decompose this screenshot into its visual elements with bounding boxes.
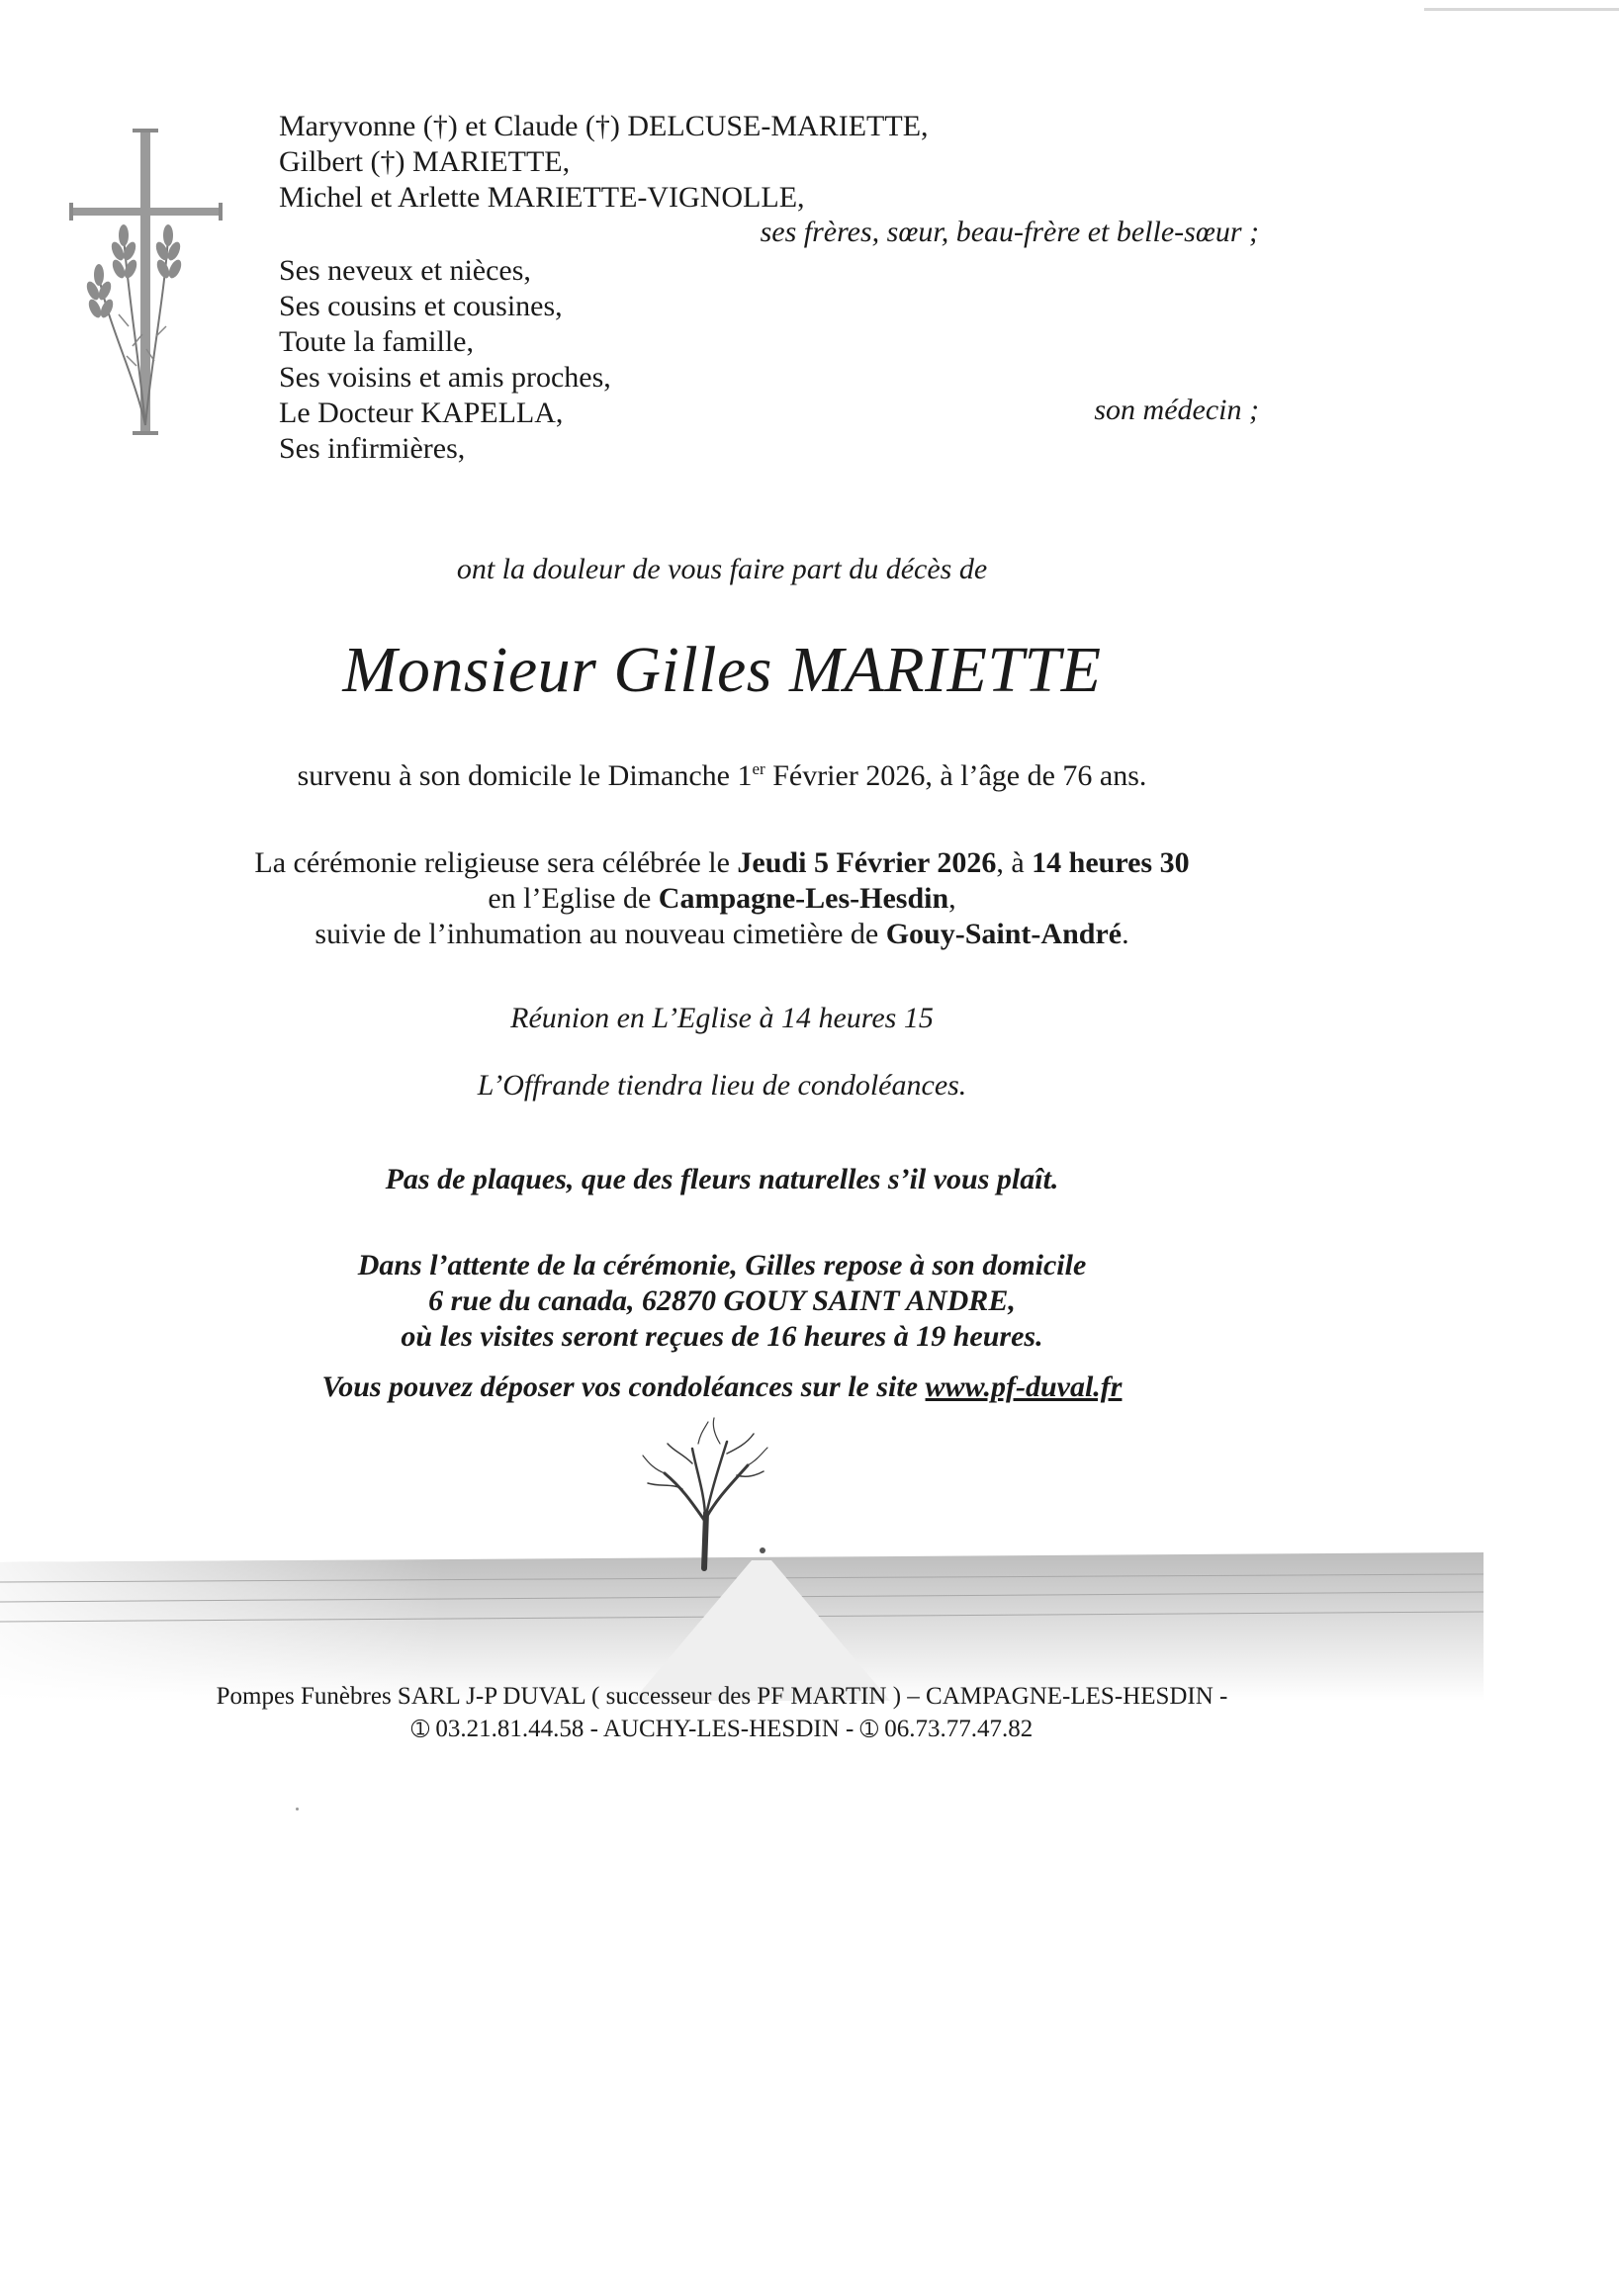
death-text-a: survenu à son domicile le Dimanche 1 (297, 759, 753, 792)
family-line-1: Maryvonne (†) et Claude (†) DELCUSE-MARIETTE, (279, 110, 929, 142)
condolences-line (198, 1369, 1246, 1405)
ceremony-text: La cérémonie religieuse sera célébrée le (254, 846, 738, 879)
ceremony-line-1 (198, 845, 1246, 881)
family-line-3: Michel et Arlette MARIETTE-VIGNOLLE, (279, 181, 805, 214)
contact-separator: - AUCHY-LES-HESDIN - (584, 1716, 860, 1742)
tree-landscape-image (0, 1404, 1484, 1701)
wait-line-2: 6 rue du canada, 62870 GOUY SAINT ANDRE, (428, 1284, 1016, 1317)
meeting-note: Réunion en L’Eglise à 14 heures 15 (510, 1002, 934, 1034)
burial-punct: . (1122, 918, 1129, 950)
ceremony-sep: , à (996, 846, 1033, 879)
burial-place: Gouy-Saint-André (885, 918, 1123, 950)
ceremony-line-2 (198, 881, 1246, 917)
death-text-b: Février 2026, à l’âge de 76 ans. (765, 759, 1147, 792)
cross-wheat-icon (69, 129, 223, 435)
relation-siblings: ses frères, sœur, beau-frère et belle-sœur ; (760, 216, 1259, 248)
phone-icon: ➀ (410, 1717, 430, 1741)
church-place: Campagne-Les-Hesdin (658, 882, 949, 915)
condolences-text: Vous pouvez déposer vos condoléances sur le site (321, 1370, 926, 1403)
family-line-5: Ses cousins et cousines, (279, 290, 563, 322)
family-line-2: Gilbert (†) MARIETTE, (279, 145, 571, 178)
family-line-7: Ses voisins et amis proches, (279, 361, 611, 394)
phone-icon: ➀ (859, 1717, 879, 1741)
phone-1: 03.21.81.44.58 (435, 1716, 585, 1742)
relation-doctor: son médecin ; (1094, 394, 1259, 426)
family-line-4: Ses neveux et nièces, (279, 254, 531, 287)
ceremony-line-3 (198, 917, 1246, 952)
ceremony-time: 14 heures 30 (1032, 846, 1190, 879)
death-details (198, 751, 1246, 794)
death-ordinal: er (752, 759, 765, 778)
scan-speck (296, 1808, 299, 1810)
burial-text: suivie de l’inhumation au nouveau cimetière de (315, 918, 886, 950)
flowers-note: Pas de plaques, que des fleurs naturelles s’il vous plaît. (385, 1163, 1059, 1195)
family-line-8: Le Docteur KAPELLA, (279, 397, 564, 429)
scan-edge-mark (1424, 8, 1619, 11)
phone-2: 06.73.77.47.82 (884, 1716, 1034, 1742)
funeral-home-contacts (178, 1716, 1266, 1743)
website-link[interactable]: www.pf-duval.fr (925, 1370, 1123, 1403)
funeral-home-line: Pompes Funèbres SARL J-P DUVAL ( successeur des PF MARTIN ) – CAMPAGNE-LES-HESDIN - (216, 1683, 1228, 1710)
family-line-9: Ses infirmières, (279, 432, 466, 465)
church-punct: , (948, 882, 956, 915)
deceased-name: Monsieur Gilles MARIETTE (342, 634, 1102, 706)
family-line-6: Toute la famille, (279, 325, 474, 358)
church-text: en l’Eglise de (488, 882, 659, 915)
announcement-lead: ont la douleur de vous faire part du décès de (456, 553, 988, 585)
ceremony-date: Jeudi 5 Février 2026 (737, 846, 997, 879)
wait-line-1: Dans l’attente de la cérémonie, Gilles repose à son domicile (357, 1249, 1087, 1281)
offering-note: L’Offrande tiendra lieu de condoléances. (477, 1069, 967, 1102)
wait-line-3: où les visites seront reçues de 16 heures à 19 heures. (401, 1320, 1043, 1353)
